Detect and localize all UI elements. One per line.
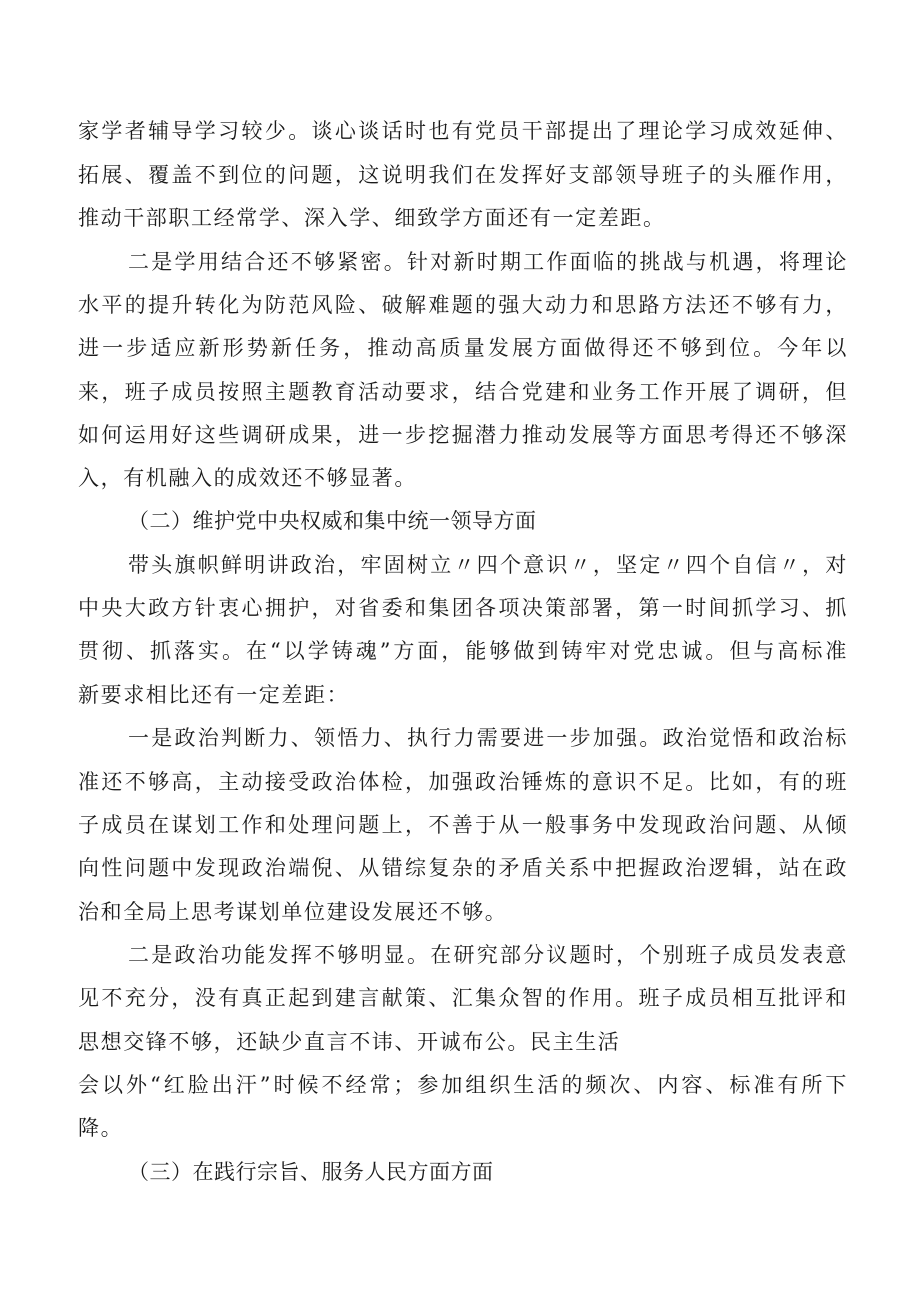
paragraph-line: 贯彻、抓落实。在“以学铸魂”方面，能够做到铸牢对党忠诚。但与高标准: [78, 639, 848, 663]
paragraph-line: 水平的提升转化为防范风险、破解难题的强大动力和思路方法还不够有力，: [78, 293, 848, 317]
paragraph-line: 二是学用结合还不够紧密。针对新时期工作面临的挑战与机遇，将理论: [128, 250, 848, 274]
section-heading: （三）在践行宗旨、服务人民方面方面: [128, 1160, 494, 1184]
paragraph-line: 拓展、覆盖不到位的问题，这说明我们在发挥好支部领导班子的头雁作用，: [78, 163, 848, 187]
paragraph-line: 见不充分，没有真正起到建言献策、汇集众智的作用。班子成员相互批评和: [78, 986, 848, 1010]
paragraph-line: 中央大政方针衷心拥护，对省委和集团各项决策部署，第一时间抓学习、抓: [78, 596, 848, 620]
paragraph-line: 进一步适应新形势新任务，推动高质量发展方面做得还不够到位。今年以: [78, 336, 848, 360]
paragraph-line: 带头旗帜鲜明讲政治，牢固树立〃四个意识〃，坚定〃四个自信〃，对: [128, 553, 848, 577]
paragraph-line: 入，有机融入的成效还不够显著。: [78, 466, 417, 490]
paragraph-line: 新要求相比还有一定差距：: [78, 683, 350, 707]
paragraph-line: 向性问题中发现政治端倪、从错综复杂的矛盾关系中把握政治逻辑，站在政: [78, 856, 848, 880]
paragraph-line: 家学者辅导学习较少。谈心谈话时也有党员干部提出了理论学习成效延伸、: [78, 119, 848, 143]
paragraph-line: 准还不够高，主动接受政治体检，加强政治锤炼的意识不足。比如，有的班: [78, 770, 848, 794]
paragraph-line: 二是政治功能发挥不够明显。在研究部分议题时，个别班子成员发表意: [128, 943, 848, 967]
paragraph-line: 如何运用好这些调研成果，进一步挖掘潜力推动发展等方面思考得还不够深: [78, 423, 848, 447]
paragraph-line: 治和全局上思考谋划单位建设发展还不够。: [78, 900, 508, 924]
paragraph-line: 推动干部职工经常学、深入学、细致学方面还有一定差距。: [78, 206, 666, 230]
section-heading: （二）维护党中央权威和集中统一领导方面: [128, 509, 537, 533]
paragraph-line: 降。: [78, 1116, 124, 1140]
paragraph-line: 一是政治判断力、领悟力、执行力需要进一步加强。政治觉悟和政治标: [128, 726, 848, 750]
paragraph-line: 思想交锋不够，还缺少直言不讳、开诚布公。民主生活: [78, 1030, 621, 1054]
paragraph-line: 会以外“红脸出汗”时候不经常；参加组织生活的频次、内容、标准有所下: [78, 1073, 848, 1097]
paragraph-line: 来，班子成员按照主题教育活动要求，结合党建和业务工作开展了调研，但: [78, 380, 848, 404]
paragraph-line: 子成员在谋划工作和处理问题上，不善于从一般事务中发现政治问题、从倾: [78, 813, 848, 837]
